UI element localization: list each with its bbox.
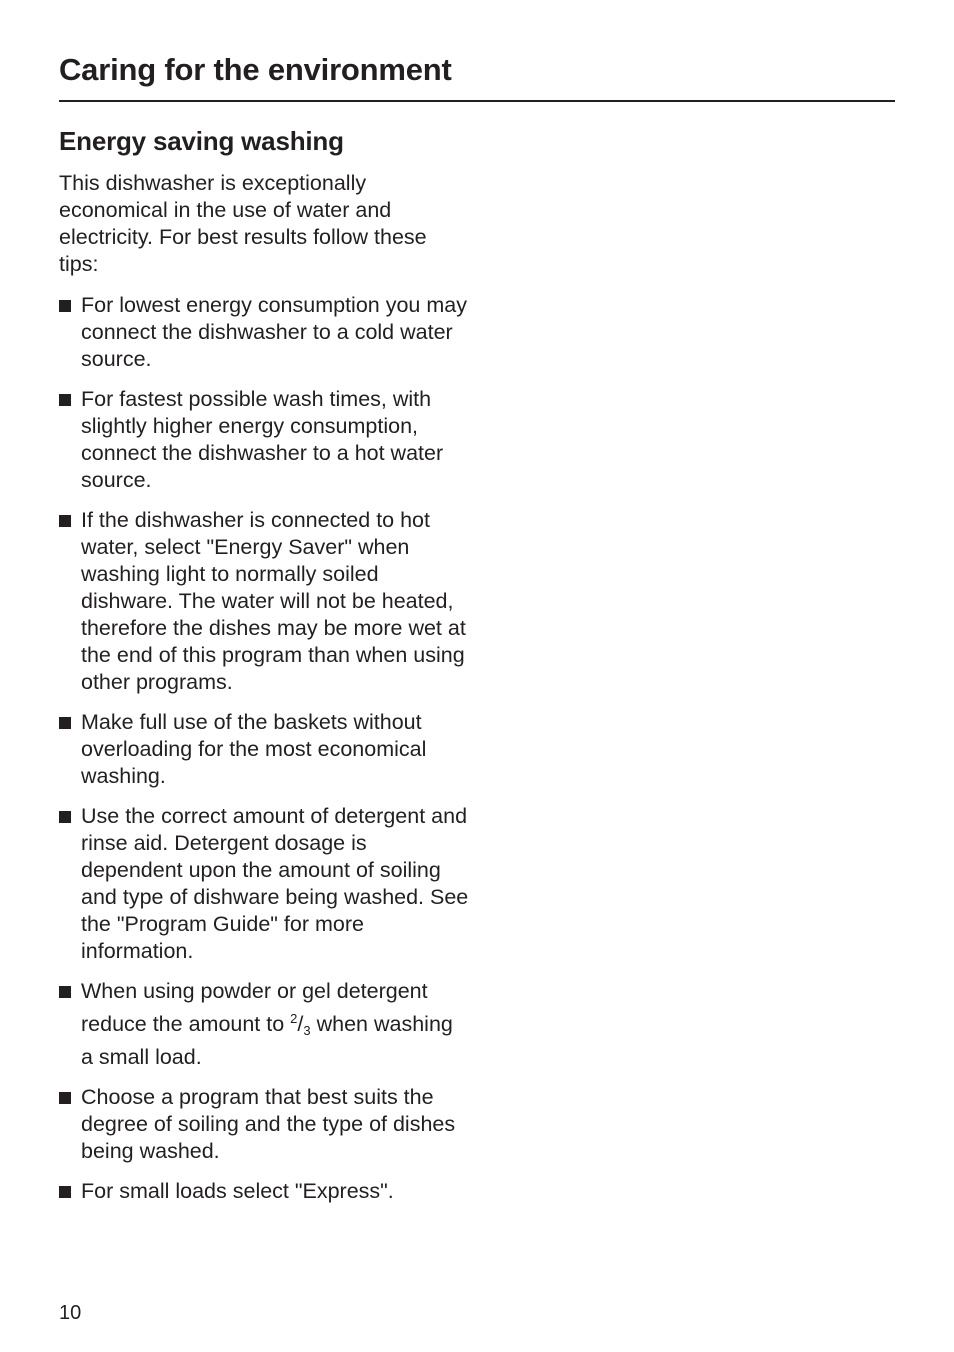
square-bullet-icon	[59, 1092, 71, 1104]
tip-text: For fastest possible wash times, with slightly higher energy consumption, connect the dishwasher to a hot water source.	[81, 387, 444, 492]
fraction-slash: /	[297, 1012, 304, 1036]
tip-item	[59, 1178, 469, 1205]
tip-text: For lowest energy consumption you may connect the dishwasher to a cold water source.	[81, 293, 467, 371]
square-bullet-icon	[59, 300, 71, 312]
tip-item	[59, 709, 469, 790]
main-content	[59, 124, 469, 1218]
tip-item	[59, 292, 469, 373]
tip-item	[59, 803, 469, 965]
square-bullet-icon	[59, 515, 71, 527]
fraction-denominator: 3	[303, 1023, 311, 1038]
tip-item	[59, 1084, 469, 1165]
tip-text: If the dishwasher is connected to hot water, select "Energy Saver" when washing light to normally soiled dishware. The water will not be heated, therefore the dishes may be more wet at the end of this program than when using other programs.	[81, 508, 466, 694]
square-bullet-icon	[59, 717, 71, 729]
section-heading: Energy saving washing	[59, 126, 344, 156]
tip-text: Make full use of the baskets without overloading for the most economical washing.	[81, 710, 427, 788]
tip-text-before: When using powder or gel detergent reduce the amount to	[81, 979, 428, 1036]
tip-text	[81, 979, 453, 1069]
page-header	[59, 48, 895, 102]
tip-item	[59, 386, 469, 494]
tip-text: Use the correct amount of detergent and rinse aid. Detergent dosage is dependent upon the amount of soiling and type of dishware being washed. See the "Program Guide" for more information.	[81, 804, 469, 963]
tips-list	[59, 292, 469, 1205]
square-bullet-icon	[59, 811, 71, 823]
fraction-numerator: 2	[290, 1011, 298, 1026]
tip-item	[59, 978, 469, 1071]
tip-text: Choose a program that best suits the degree of soiling and the type of dishes being washed.	[81, 1085, 456, 1163]
square-bullet-icon	[59, 986, 71, 998]
tip-text: For small loads select "Express".	[81, 1179, 394, 1203]
square-bullet-icon	[59, 394, 71, 406]
page-title: Caring for the environment	[59, 52, 452, 87]
square-bullet-icon	[59, 1186, 71, 1198]
intro-paragraph: This dishwasher is exceptionally economical in the use of water and electricity. For best results follow these tips:	[59, 171, 427, 276]
tip-item	[59, 507, 469, 696]
tip-text-after: when washing a small load.	[81, 1012, 453, 1069]
page-number: 10	[59, 1302, 82, 1324]
